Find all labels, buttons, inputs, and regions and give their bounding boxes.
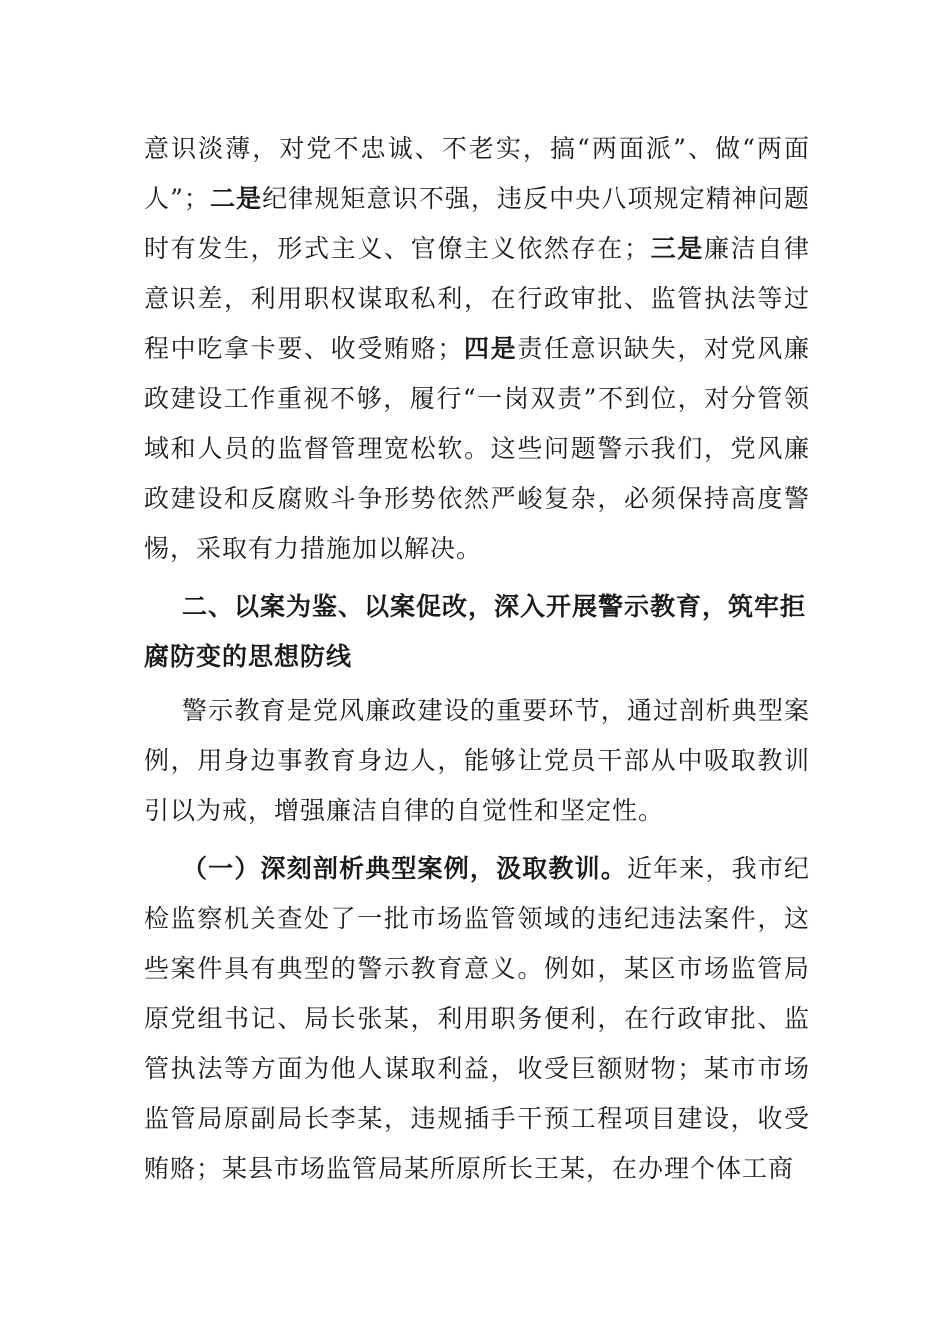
paragraph-text: 廉洁自律意识差，利用职权谋取私利，在行政审批、监管执法等过程中吃拿卡要、收受贿赂； [144, 234, 810, 363]
spacer [144, 574, 810, 582]
paragraph-text: 意识淡薄，对党不忠诚、不老实，搞“两面派”、做“两面人”； [144, 134, 810, 213]
bold-marker-fourth: 四是 [463, 334, 518, 363]
bold-marker-second: 二是 [209, 184, 263, 213]
paragraph-problems [144, 124, 810, 574]
paragraph-warning-education: 警示教育是党风廉政建设的重要环节，通过剖析典型案例，用身边事教育身边人，能够让党员干部从中吸取教训引以为戒，增强廉洁自律的自觉性和坚定性。 [144, 696, 810, 825]
paragraph-text: 近年来，我市纪检监察机关查处了一批市场监管领域的违纪违法案件，这些案件具有典型的警示教育意义。例如，某区市场监管局原党组书记、局长张某，利用职务便利，在行政审批、监管执法等方面为他人谋取利益，收受巨额财物；某市市场监管局原副局长李某，违规插手干预工程项目建设，收受贿赂；某县市场监管局某所原所长王某，在办理个体工商 [144, 854, 810, 1183]
paragraph-case-analysis [144, 844, 810, 1194]
subsection-lead: （一）深刻剖析典型案例，汲取教训。 [182, 854, 627, 883]
document-body [144, 124, 810, 1194]
paragraph-text: 纪律规矩意识不强，违反中央八项规定精神问题时有发生，形式主义、官僚主义依然存在； [144, 184, 810, 263]
bold-marker-third: 三是 [649, 234, 704, 263]
paragraph-text: 责任意识缺失，对党风廉政建设工作重视不够，履行“一岗双责”不到位，对分管领域和人员的监督管理宽松软。这些问题警示我们，党风廉政建设和反腐败斗争形势依然严峻复杂，必须保持高度警惕，采取有力措施加以解决。 [144, 334, 810, 563]
section-heading: 二、以案为鉴、以案促改，深入开展警示教育，筑牢拒腐防变的思想防线 [144, 592, 807, 671]
spacer [144, 836, 810, 844]
